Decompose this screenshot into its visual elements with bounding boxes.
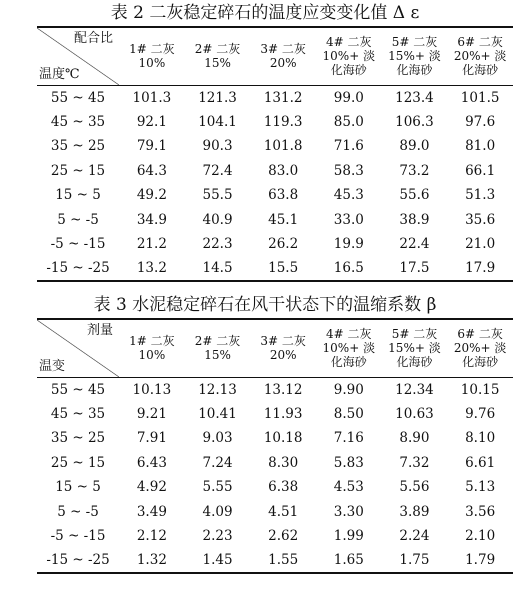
value-cell: 13.12: [263, 381, 303, 398]
table-row: [37, 549, 513, 574]
table3-column-header-line: 20%: [269, 348, 297, 363]
value-cell: 9.76: [465, 405, 496, 422]
table3-caption: 表 3 水泥稳定碎石在风干状态下的温缩系数 β: [93, 295, 437, 315]
row-label-cell: 15 ~ 5: [55, 187, 101, 204]
value-cell: 58.3: [333, 162, 364, 179]
table-row: [37, 208, 513, 233]
table3-column-header-line: 15%: [204, 348, 231, 363]
value-cell: 9.21: [136, 405, 167, 422]
value-cell: 106.3: [395, 113, 434, 130]
value-cell: 3.56: [465, 503, 496, 520]
table2-column-header-line: 化海砂: [330, 63, 367, 78]
value-cell: 26.2: [268, 236, 299, 253]
value-cell: 55.6: [399, 187, 430, 204]
table3-header-row: [37, 319, 513, 377]
table-row: [37, 426, 513, 451]
value-cell: 33.0: [333, 211, 364, 228]
row-label-cell: 15 ~ 5: [55, 479, 101, 496]
value-cell: 92.1: [136, 113, 167, 130]
row-label-cell: 25 ~ 15: [50, 454, 106, 471]
value-cell: 101.8: [263, 138, 303, 155]
value-cell: 73.2: [399, 162, 430, 179]
table-row: [37, 134, 513, 159]
row-label-cell: 35 ~ 25: [50, 138, 106, 155]
value-cell: 7.32: [399, 454, 430, 471]
table3-column-header-line: 3# 二灰: [260, 334, 306, 349]
table2-column-header: [185, 27, 251, 85]
table-row: [37, 475, 513, 500]
value-cell: 81.0: [465, 138, 496, 155]
value-cell: 11.93: [263, 405, 303, 422]
value-cell: 21.0: [465, 236, 496, 253]
value-cell: 35.6: [465, 211, 496, 228]
value-cell: 1.79: [447, 549, 513, 574]
value-cell: 17.5: [382, 257, 448, 282]
table3-corner-bottom: 温变: [39, 358, 66, 374]
table2-column-header-line: 15%: [204, 56, 231, 71]
value-cell: 119.3: [263, 113, 303, 130]
value-cell: 19.9: [333, 236, 364, 253]
table3-column-header: [119, 319, 185, 377]
table3-body: [37, 377, 513, 573]
value-cell: 21.2: [136, 236, 167, 253]
table3-column-header-line: 15%+ 淡: [388, 341, 441, 356]
value-cell: 4.09: [202, 503, 233, 520]
table2: [37, 26, 513, 282]
value-cell: 1.65: [316, 549, 382, 574]
value-cell: 1.99: [333, 528, 364, 545]
value-cell: 123.4: [395, 89, 434, 106]
value-cell: 9.90: [333, 381, 364, 398]
value-cell: 101.3: [132, 89, 172, 106]
table2-column-header-line: 5# 二灰: [391, 35, 438, 50]
row-label-cell: -5 ~ -15: [50, 528, 106, 545]
value-cell: 71.6: [333, 138, 364, 155]
table2-column-header-line: 1# 二灰: [129, 42, 175, 57]
value-cell: 8.30: [268, 454, 299, 471]
row-label-cell: -15 ~ -25: [37, 257, 119, 282]
table3-column-header-line: 化海砂: [462, 355, 499, 370]
table-row: [37, 232, 513, 257]
value-cell: 101.5: [460, 89, 500, 106]
row-label-cell: 5 ~ -5: [57, 503, 99, 520]
row-label-cell: 45 ~ 35: [50, 405, 106, 422]
table-row: [37, 257, 513, 282]
value-cell: 79.1: [136, 138, 167, 155]
value-cell: 2.62: [268, 528, 299, 545]
table3-column-header: [316, 319, 382, 377]
value-cell: 131.2: [263, 89, 303, 106]
table-row: [37, 85, 513, 110]
table2-column-header-line: 3# 二灰: [260, 42, 306, 57]
value-cell: 3.89: [399, 503, 430, 520]
table3: [37, 318, 513, 574]
table3-column-header: [382, 319, 448, 377]
value-cell: 10.63: [395, 405, 434, 422]
table-row: [37, 524, 513, 549]
value-cell: 121.3: [198, 89, 237, 106]
value-cell: 12.34: [395, 381, 434, 398]
table-row: [37, 110, 513, 135]
value-cell: 4.51: [268, 503, 299, 520]
value-cell: 9.03: [202, 430, 233, 447]
table2-column-header: [447, 27, 513, 85]
table2-corner-header: [37, 27, 119, 85]
table2-column-header-line: 4# 二灰: [326, 35, 372, 50]
value-cell: 40.9: [202, 211, 233, 228]
value-cell: 13.2: [119, 257, 185, 282]
value-cell: 5.56: [399, 479, 430, 496]
value-cell: 15.5: [250, 257, 316, 282]
value-cell: 38.9: [399, 211, 430, 228]
row-label-cell: -15 ~ -25: [37, 549, 119, 574]
table-row: [37, 451, 513, 476]
value-cell: 6.43: [136, 454, 167, 471]
value-cell: 12.13: [198, 381, 237, 398]
value-cell: 7.24: [202, 454, 233, 471]
table-row: [37, 402, 513, 427]
value-cell: 45.1: [268, 211, 299, 228]
value-cell: 6.61: [465, 454, 496, 471]
table3-column-header: [447, 319, 513, 377]
table2-column-header: [382, 27, 448, 85]
table2-column-header: [119, 27, 185, 85]
value-cell: 104.1: [198, 113, 237, 130]
value-cell: 14.5: [185, 257, 251, 282]
table3-column-header: [250, 319, 316, 377]
value-cell: 64.3: [136, 162, 167, 179]
table3-column-header-line: 20%+ 淡: [453, 341, 507, 356]
table-row: [37, 183, 513, 208]
value-cell: 1.55: [250, 549, 316, 574]
value-cell: 97.6: [465, 113, 496, 130]
value-cell: 4.92: [136, 479, 167, 496]
value-cell: 4.53: [333, 479, 364, 496]
value-cell: 5.83: [333, 454, 364, 471]
table2-column-header-line: 10%: [138, 56, 166, 71]
value-cell: 83.0: [268, 162, 299, 179]
row-label-cell: 25 ~ 15: [50, 162, 106, 179]
table3-corner-header: [37, 319, 119, 377]
value-cell: 34.9: [136, 211, 167, 228]
value-cell: 1.32: [119, 549, 185, 574]
table2-column-header-line: 6# 二灰: [457, 35, 503, 50]
value-cell: 3.49: [136, 503, 167, 520]
value-cell: 1.75: [382, 549, 448, 574]
table3-column-header-line: 化海砂: [396, 355, 433, 370]
table3-column-header-line: 10%: [138, 348, 166, 363]
value-cell: 16.5: [316, 257, 382, 282]
row-label-cell: -5 ~ -15: [50, 236, 106, 253]
table-row: [37, 377, 513, 402]
value-cell: 10.13: [132, 381, 172, 398]
value-cell: 7.16: [333, 430, 364, 447]
table3-column-header-line: 4# 二灰: [326, 327, 372, 342]
value-cell: 17.9: [447, 257, 513, 282]
value-cell: 99.0: [333, 89, 364, 106]
table3-corner-top: 剂量: [87, 323, 114, 338]
value-cell: 3.30: [333, 503, 364, 520]
table3-column-header-line: 2# 二灰: [194, 334, 241, 349]
table2-corner-top: 配合比: [74, 31, 114, 46]
table2-column-header-line: 15%+ 淡: [388, 49, 441, 64]
table2-body: [37, 85, 513, 281]
value-cell: 6.38: [268, 479, 299, 496]
table3-column-header: [185, 319, 251, 377]
value-cell: 5.13: [465, 479, 496, 496]
value-cell: 63.8: [268, 187, 299, 204]
value-cell: 85.0: [333, 113, 364, 130]
value-cell: 8.10: [465, 430, 496, 447]
value-cell: 8.90: [399, 430, 430, 447]
value-cell: 72.4: [202, 162, 233, 179]
value-cell: 51.3: [465, 187, 496, 204]
table2-column-header-line: 20%: [269, 56, 297, 71]
table2-column-header-line: 2# 二灰: [194, 42, 241, 57]
table2-column-header-line: 化海砂: [462, 63, 499, 78]
row-label-cell: 5 ~ -5: [57, 211, 99, 228]
value-cell: 22.4: [399, 236, 430, 253]
table3-column-header-line: 6# 二灰: [457, 327, 503, 342]
value-cell: 7.91: [136, 430, 167, 447]
value-cell: 2.10: [465, 528, 496, 545]
table2-column-header-line: 20%+ 淡: [453, 49, 507, 64]
table2-caption: 表 2 二灰稳定碎石的温度应变变化值 Δ ε: [110, 3, 420, 23]
table3-column-header-line: 化海砂: [330, 355, 367, 370]
value-cell: 10.15: [460, 381, 500, 398]
row-label-cell: 55 ~ 45: [50, 381, 106, 398]
table2-corner-bottom: 温度℃: [39, 66, 80, 82]
table2-column-header: [250, 27, 316, 85]
table3-column-header-line: 1# 二灰: [129, 334, 175, 349]
value-cell: 10.18: [263, 430, 303, 447]
table2-column-header: [316, 27, 382, 85]
value-cell: 8.50: [333, 405, 364, 422]
row-label-cell: 45 ~ 35: [50, 113, 106, 130]
value-cell: 2.24: [399, 528, 430, 545]
value-cell: 90.3: [202, 138, 233, 155]
table2-column-header-line: 10%+ 淡: [322, 49, 376, 64]
value-cell: 2.12: [136, 528, 167, 545]
value-cell: 1.45: [185, 549, 251, 574]
value-cell: 55.5: [202, 187, 233, 204]
value-cell: 49.2: [136, 187, 167, 204]
value-cell: 10.41: [198, 405, 237, 422]
row-label-cell: 35 ~ 25: [50, 430, 106, 447]
value-cell: 2.23: [202, 528, 233, 545]
table2-header-row: [37, 27, 513, 85]
value-cell: 22.3: [202, 236, 233, 253]
table2-column-header-line: 化海砂: [396, 63, 433, 78]
table-row: [37, 500, 513, 525]
table3-column-header-line: 10%+ 淡: [322, 341, 376, 356]
value-cell: 89.0: [399, 138, 430, 155]
row-label-cell: 55 ~ 45: [50, 89, 106, 106]
value-cell: 45.3: [333, 187, 364, 204]
table-row: [37, 159, 513, 184]
value-cell: 66.1: [465, 162, 496, 179]
value-cell: 5.55: [202, 479, 233, 496]
table3-column-header-line: 5# 二灰: [391, 327, 438, 342]
